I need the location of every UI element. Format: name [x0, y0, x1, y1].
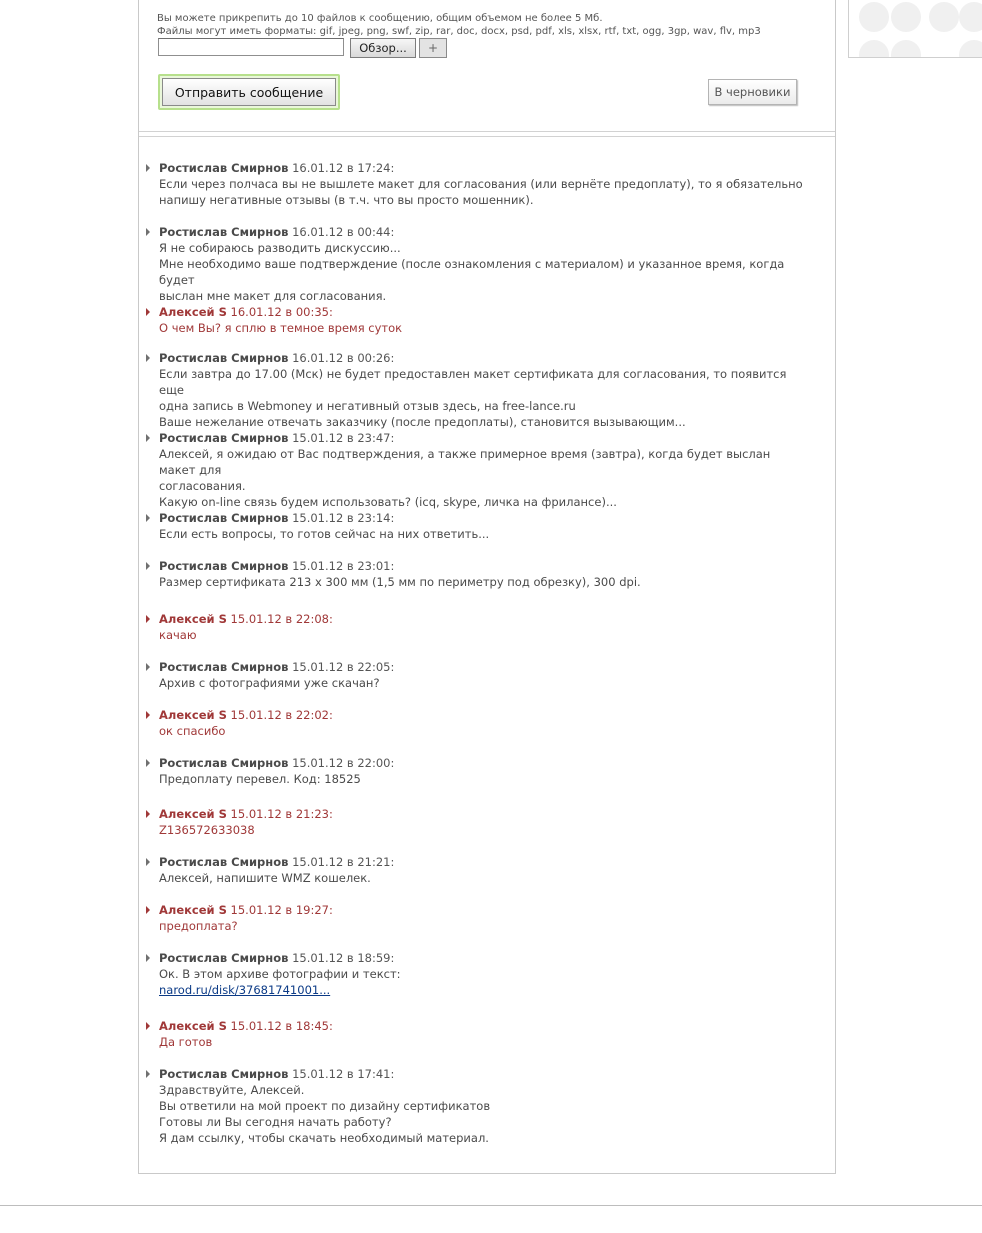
bullet-arrow-icon: [146, 810, 150, 818]
message-header: [159, 160, 806, 176]
decor-circle: [929, 2, 959, 32]
message-date: 15.01.12 в 23:14:: [292, 511, 395, 525]
message-item: [146, 1066, 806, 1146]
message-author: Алексей S: [159, 305, 227, 319]
message-author: Ростислав Смирнов: [159, 660, 289, 674]
message-panel: [138, 0, 836, 1174]
bullet-arrow-icon: [146, 354, 150, 362]
message-date: 15.01.12 в 21:23:: [230, 807, 333, 821]
message-date: 15.01.12 в 18:45:: [230, 1019, 333, 1033]
bullet-arrow-icon: [146, 711, 150, 719]
message-date: 15.01.12 в 22:00:: [292, 756, 395, 770]
footer-divider: [0, 1205, 982, 1206]
decor-circle: [859, 2, 889, 32]
message-body: Алексей, напишите WMZ кошелек.: [159, 871, 371, 885]
message-header: [159, 659, 806, 675]
message-body: Да готов: [159, 1035, 213, 1049]
message-item: [146, 611, 806, 643]
message-author: Ростислав Смирнов: [159, 161, 289, 175]
bullet-arrow-icon: [146, 514, 150, 522]
message-header: [159, 755, 806, 771]
bullet-arrow-icon: [146, 1022, 150, 1030]
message-author: Алексей S: [159, 1019, 227, 1033]
message-header: [159, 611, 806, 627]
message-item: [146, 350, 806, 430]
message-date: 15.01.12 в 17:41:: [292, 1067, 395, 1081]
bullet-arrow-icon: [146, 562, 150, 570]
message-date: 15.01.12 в 22:02:: [230, 708, 333, 722]
message-item: [146, 430, 806, 510]
bullet-arrow-icon: [146, 615, 150, 623]
message-item: [146, 755, 806, 787]
message-author: Ростислав Смирнов: [159, 225, 289, 239]
file-path-input[interactable]: [158, 38, 344, 56]
message-body: ок спасибо: [159, 724, 226, 738]
divider: [139, 136, 835, 137]
message-date: 16.01.12 в 00:26:: [292, 351, 395, 365]
message-author: Ростислав Смирнов: [159, 855, 289, 869]
message-item: [146, 160, 806, 208]
message-header: [159, 707, 806, 723]
bullet-arrow-icon: [146, 434, 150, 442]
message-date: 15.01.12 в 22:05:: [292, 660, 395, 674]
message-header: [159, 1018, 806, 1034]
attachment-formats-text: Файлы могут иметь форматы: gif, jpeg, png, swf, zip, rar, doc, docx, psd, pdf, xls, xlsx, rtf, txt, ogg, 3gp, wav, flv, mp3: [157, 26, 761, 37]
message-body: Я не собираюсь разводить дискуссию... Мне необходимо ваше подтверждение (после ознакомления с материалом) и указанное время, когда будет выслан мне макет для согласования.: [159, 241, 785, 303]
browse-button[interactable]: Обзор...: [350, 38, 416, 58]
message-body: Архив с фотографиями уже скачан?: [159, 676, 380, 690]
bullet-arrow-icon: [146, 759, 150, 767]
message-header: [159, 430, 806, 446]
bullet-arrow-icon: [146, 906, 150, 914]
message-item: [146, 224, 806, 304]
bullet-arrow-icon: [146, 663, 150, 671]
message-header: [159, 224, 806, 240]
divider: [139, 131, 835, 132]
message-item: [146, 659, 806, 691]
message-header: [159, 1066, 806, 1082]
message-header: [159, 854, 806, 870]
message-body: Ок. В этом архиве фотографии и текст:: [159, 967, 401, 981]
message-body: Предоплату перевел. Код: 18525: [159, 772, 361, 786]
message-author: Ростислав Смирнов: [159, 431, 289, 445]
message-date: 15.01.12 в 21:21:: [292, 855, 395, 869]
decor-circle: [959, 40, 982, 58]
decor-circle: [891, 40, 921, 58]
attachment-limit-text: Вы можете прикрепить до 10 файлов к сообщению, общим объемом не более 5 Мб.: [157, 13, 603, 24]
decor-circle: [959, 2, 982, 32]
add-file-button[interactable]: +: [419, 38, 447, 58]
message-author: Ростислав Смирнов: [159, 511, 289, 525]
message-author: Алексей S: [159, 708, 227, 722]
message-header: [159, 806, 806, 822]
bullet-arrow-icon: [146, 228, 150, 236]
message-item: [146, 304, 806, 336]
message-author: Ростислав Смирнов: [159, 756, 289, 770]
message-author: Алексей S: [159, 807, 227, 821]
message-link-line: [159, 982, 806, 998]
message-date: 15.01.12 в 22:08:: [230, 612, 333, 626]
send-message-label: Отправить сообщение: [162, 78, 336, 106]
message-body: Если есть вопросы, то готов сейчас на них ответить...: [159, 527, 490, 541]
side-widget: [848, 0, 982, 58]
archive-link[interactable]: narod.ru/disk/37681741001...: [159, 983, 331, 997]
message-header: [159, 304, 806, 320]
message-body: качаю: [159, 628, 197, 642]
message-date: 15.01.12 в 23:47:: [292, 431, 395, 445]
message-date: 15.01.12 в 23:01:: [292, 559, 395, 573]
message-body: О чем Вы? я сплю в темное время суток: [159, 321, 403, 335]
message-item: [146, 902, 806, 934]
message-author: Ростислав Смирнов: [159, 559, 289, 573]
bullet-arrow-icon: [146, 1070, 150, 1078]
message-body: Если через полчаса вы не вышлете макет для согласования (или вернёте предоплату), то я обязательно напишу негативные отзывы (в т.ч. что вы просто мошенник).: [159, 177, 803, 207]
message-author: Алексей S: [159, 903, 227, 917]
bullet-arrow-icon: [146, 308, 150, 316]
message-body: Размер сертификата 213 х 300 мм (1,5 мм по периметру под обрезку), 300 dpi.: [159, 575, 641, 589]
message-item: [146, 854, 806, 886]
message-date: 16.01.12 в 00:35:: [230, 305, 333, 319]
message-author: Ростислав Смирнов: [159, 951, 289, 965]
message-body: Если завтра до 17.00 (Мск) не будет предоставлен макет сертификата для согласования, то появится еще одна запись в Webmoney и негативный отзыв здесь, на free-lance.ru Ваше нежелание отвечать заказчику (после предоплаты), становится вызывающим...: [159, 367, 787, 429]
attachment-info: [157, 12, 761, 38]
bullet-arrow-icon: [146, 954, 150, 962]
message-author: Алексей S: [159, 612, 227, 626]
send-message-button[interactable]: [158, 74, 340, 110]
message-item: [146, 558, 806, 590]
message-item: [146, 707, 806, 739]
bullet-arrow-icon: [146, 858, 150, 866]
message-body: Здравствуйте, Алексей. Вы ответили на мой проект по дизайну сертификатов Готовы ли Вы сегодня начать работу? Я дам ссылку, чтобы скачать необходимый материал.: [159, 1083, 491, 1145]
message-header: [159, 902, 806, 918]
message-body: предоплата?: [159, 919, 238, 933]
decor-circle: [859, 40, 889, 58]
message-date: 16.01.12 в 00:44:: [292, 225, 395, 239]
message-body: Алексей, я ожидаю от Вас подтверждения, а также примерное время (завтра), когда будет выслан макет для согласования. Какую on-line связь будем использовать? (icq, skype, личка на фрилансе)...: [159, 447, 771, 509]
message-author: Ростислав Смирнов: [159, 351, 289, 365]
message-author: Ростислав Смирнов: [159, 1067, 289, 1081]
message-header: [159, 950, 806, 966]
message-body: Z136572633038: [159, 823, 255, 837]
message-header: [159, 510, 806, 526]
message-header: [159, 350, 806, 366]
message-date: 15.01.12 в 19:27:: [230, 903, 333, 917]
message-item: [146, 510, 806, 542]
message-date: 15.01.12 в 18:59:: [292, 951, 395, 965]
decor-circle: [891, 2, 921, 32]
message-header: [159, 558, 806, 574]
message-item: [146, 806, 806, 838]
bullet-arrow-icon: [146, 164, 150, 172]
save-draft-button[interactable]: В черновики: [708, 79, 797, 105]
message-item: [146, 950, 806, 998]
message-date: 16.01.12 в 17:24:: [292, 161, 395, 175]
message-item: [146, 1018, 806, 1050]
